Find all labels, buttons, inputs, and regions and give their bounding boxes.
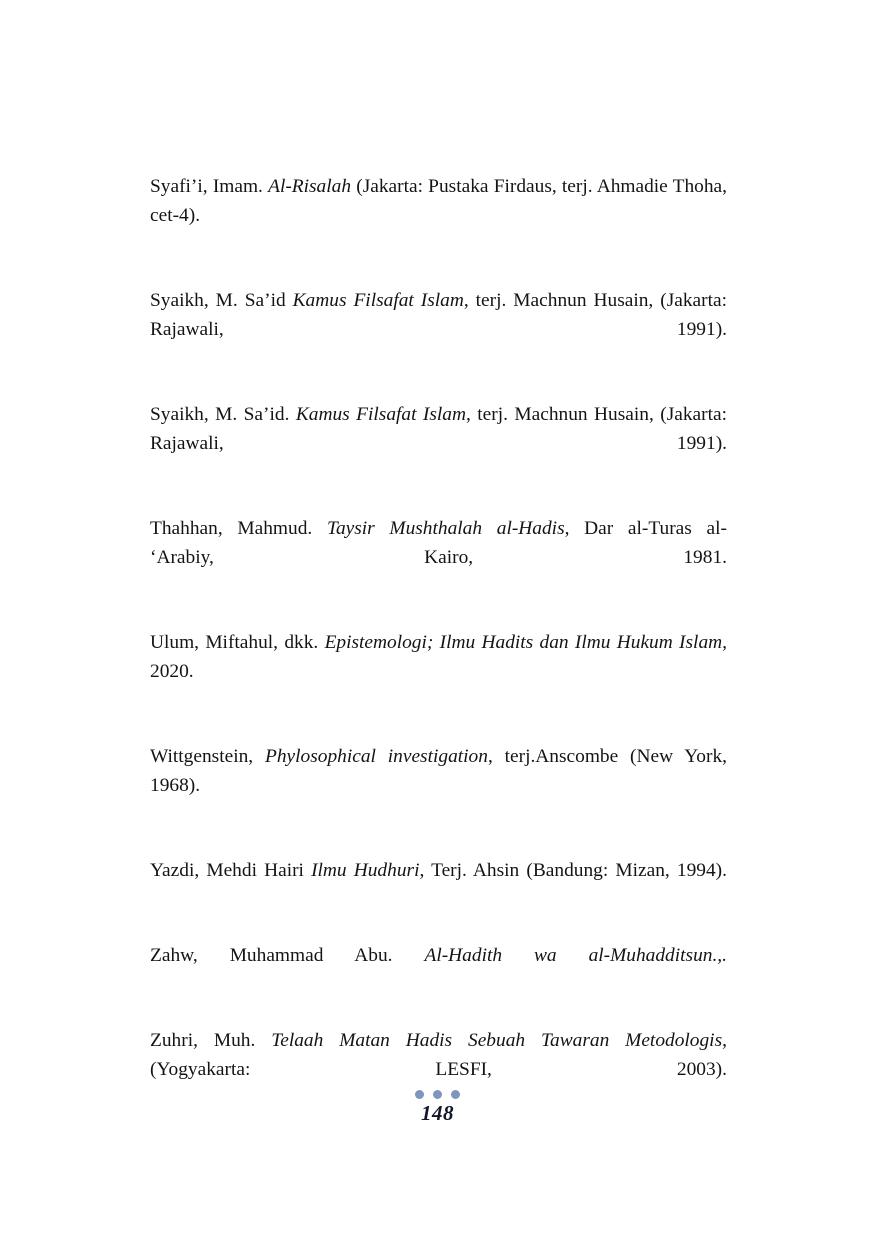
entry-text: Zuhri, Muh. xyxy=(150,1030,272,1051)
entry-text: , Dar al-Turas al- ‘Arabiy, Kairo, 1981. xyxy=(150,518,727,568)
entry-text: Thahhan, Mahmud. xyxy=(150,518,327,539)
ornament-dot-icon xyxy=(451,1090,460,1099)
entry-text: Zahw, Muhammad Abu. xyxy=(150,945,425,966)
entry-text: 2020. xyxy=(150,661,194,682)
bibliography-entry xyxy=(150,856,727,914)
bibliography-entry xyxy=(150,514,727,601)
bibliography-entry xyxy=(150,172,727,259)
entry-text: Syaikh, M. Sa’id. xyxy=(150,404,296,425)
bibliography-entry xyxy=(150,286,727,373)
entry-text: , terj. Machnun Husain, (Jakarta: Rajawali, 1991). xyxy=(150,290,727,340)
bibliography-list xyxy=(150,172,727,1113)
entry-title-italic: Taysir Mushthalah al-Hadis xyxy=(326,518,565,539)
entry-text: , (Yogyakarta: LESFI, 2003). xyxy=(150,1030,727,1080)
bibliography-entry xyxy=(150,400,727,487)
footer-ornament-dots xyxy=(0,1090,875,1099)
ornament-dot-icon xyxy=(415,1090,424,1099)
entry-title-italic: Epistemologi; Ilmu Hadits dan Ilmu Hukum Islam, xyxy=(324,632,727,653)
bibliography-entry xyxy=(150,742,727,829)
ornament-dot-icon xyxy=(433,1090,442,1099)
entry-text: Syafi’i, Imam. xyxy=(150,176,269,197)
entry-title-italic: Al-Hadith wa al-Muhadditsun.,. xyxy=(424,945,727,966)
page-number: 148 xyxy=(421,1101,454,1125)
page-footer xyxy=(0,1090,875,1125)
entry-title-italic: Phylosophical investigation xyxy=(264,746,488,767)
entry-text: (Jakarta: Pustaka Firdaus, terj. Ahmadie Thoha, cet-4). xyxy=(150,176,728,226)
entry-text: Ulum, Miftahul, dkk. xyxy=(150,632,325,653)
entry-title-italic: Telaah Matan Hadis Sebuah Tawaran Metodologis xyxy=(271,1030,723,1051)
bibliography-entry xyxy=(150,941,727,999)
entry-text: Yazdi, Mehdi Hairi xyxy=(150,860,312,881)
entry-text: Syaikh, M. Sa’id xyxy=(150,290,293,311)
entry-text: Wittgenstein, xyxy=(150,746,265,767)
bibliography-entry xyxy=(150,628,727,715)
entry-text: , Terj. Ahsin (Bandung: Mizan, 1994). xyxy=(419,860,727,881)
entry-title-italic: Kamus Filsafat Islam xyxy=(295,404,466,425)
entry-text: , terj. Machnun Husain, (Jakarta: Rajawali, 1991). xyxy=(150,404,727,454)
entry-title-italic: Al-Risalah xyxy=(268,176,352,197)
entry-title-italic: Kamus Filsafat Islam xyxy=(292,290,464,311)
entry-title-italic: Ilmu Hudhuri xyxy=(311,860,420,881)
entry-text: , terj.Anscombe (New York, 1968). xyxy=(150,746,727,796)
